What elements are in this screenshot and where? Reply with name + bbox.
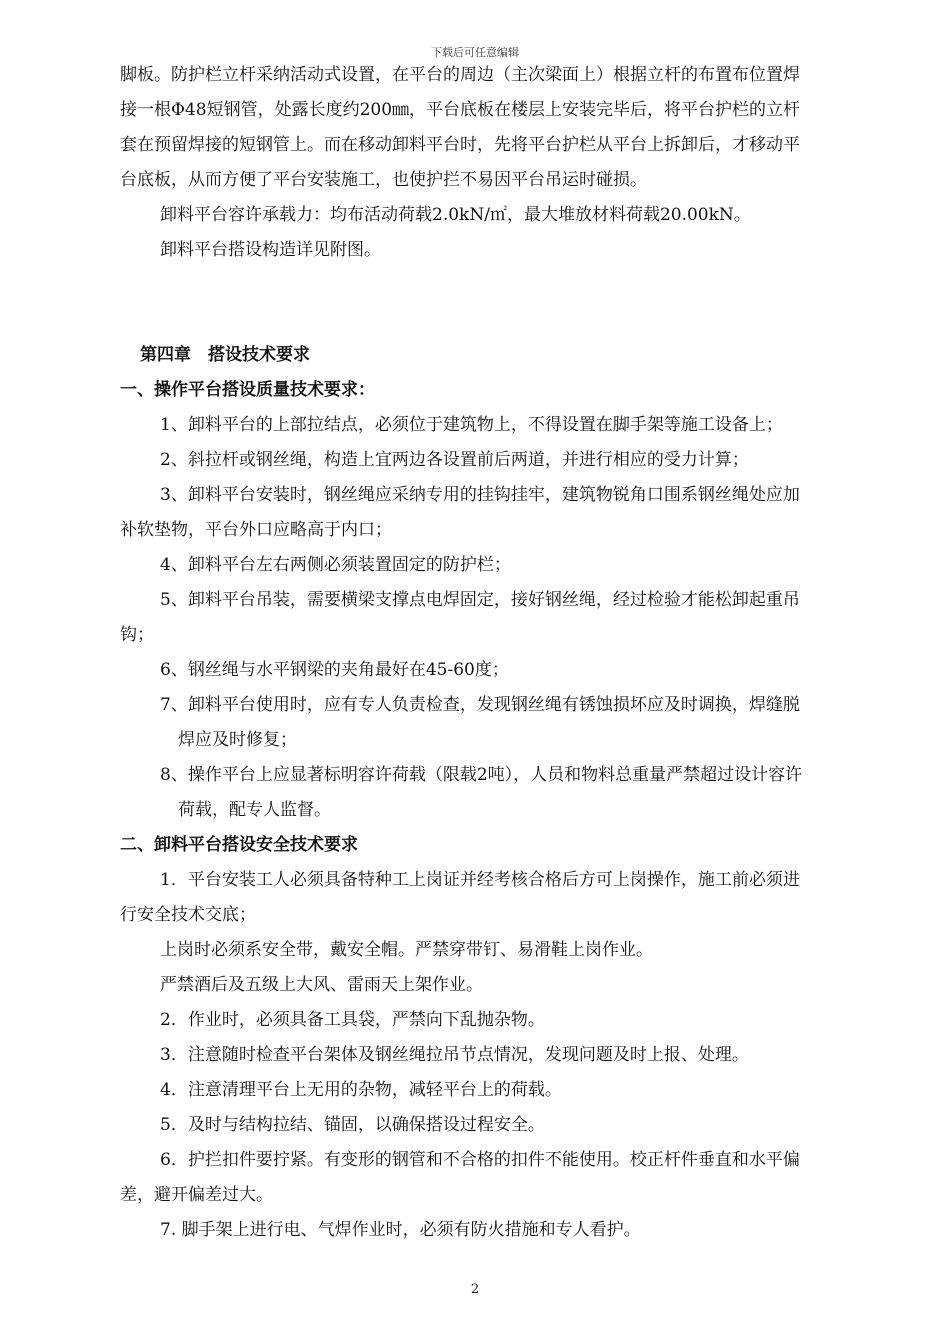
paragraph-line: 接一根Φ48短钢管，处露长度约200㎜，平台底板在楼层上安装完毕后，将平台护栏的立杆 [120,100,801,120]
list-item: 3、卸料平台安装时，钢丝绳应采纳专用的挂钩挂牢，建筑物锐角口围系钢丝绳处应加 [160,485,800,505]
list-item: 5．及时与结构拉结、锚固，以确保搭设过程安全。 [160,1115,545,1135]
document-body [120,58,888,1248]
section-2-title: 二、卸料平台搭设安全技术要求 [120,835,358,855]
page-number: 2 [470,1282,480,1297]
list-item: 1．平台安装工人必须具备特种工上岗证并经考核合格后方可上岗操作，施工前必须进 [160,870,800,890]
list-item-continuation: 补软垫物，平台外口应略高于内口； [120,520,392,540]
list-item: 4、卸料平台左右两侧必须装置固定的防护栏； [160,555,511,575]
list-item: 7、卸料平台使用时，应有专人负责检查，发现钢丝绳有锈蚀损坏应及时调换，焊缝脱 [160,695,800,715]
list-item: 4．注意清理平台上无用的杂物，减轻平台上的荷载。 [160,1080,562,1100]
list-item: 5、卸料平台吊装，需要横梁支撑点电焊固定，接好钢丝绳，经过检验才能松卸起重吊 [160,590,800,610]
list-item: 严禁酒后及五级上大风、雷雨天上架作业。 [160,975,483,995]
paragraph-line: 脚板。防护栏立杆采纳活动式设置，在平台的周边（主次梁面上）根据立杆的布置布位置焊 [120,65,800,85]
list-item: 3．注意随时检查平台架体及钢丝绳拉吊节点情况，发现问题及时上报、处理。 [160,1045,749,1065]
list-item-continuation: 行安全技术交底； [120,905,256,925]
list-item: 6、钢丝绳与水平钢梁的夹角最好在45-60度； [160,660,509,680]
list-item-continuation: 荷载，配专人监督。 [178,800,331,820]
list-item-continuation: 焊应及时修复； [178,730,297,750]
list-item: 上岗时必须系安全带，戴安全帽。严禁穿带钉、易滑鞋上岗作业。 [160,940,653,960]
section-spacer [120,268,888,338]
section-1-title: 一、操作平台搭设质量技术要求： [120,380,375,400]
paragraph-line: 套在预留焊接的短钢管上。而在移动卸料平台时，先将平台护栏从平台上拆卸后，才移动平 [120,135,800,155]
list-item: 1、卸料平台的上部拉结点，必须位于建筑物上，不得设置在脚手架等施工设备上； [160,415,783,435]
structure-reference-text: 卸料平台搭设构造详见附图。 [160,240,381,260]
list-item-continuation: 钩； [120,625,154,645]
list-item-continuation: 差，避开偏差过大。 [120,1185,273,1205]
load-capacity-text: 卸料平台容许承载力：均布活动荷载2.0kN/㎡，最大堆放材料荷载20.00kN。 [160,205,751,225]
list-item: 8、操作平台上应显著标明容许荷载（限载2吨），人员和物料总重量严禁超过设计容许 [160,765,803,785]
paragraph-line: 台底板，从而方便了平台安装施工，也使护拦不易因平台吊运时碰损。 [120,170,647,190]
list-item: 2．作业时，必须具备工具袋，严禁向下乱抛杂物。 [160,1010,545,1030]
list-item: 2、斜拉杆或钢丝绳，构造上宜两边各设置前后两道，并进行相应的受力计算； [160,450,749,470]
chapter-title: 第四章 搭设技术要求 [140,345,310,365]
list-item: 6．护拦扣件要拧紧。有变形的钢管和不合格的扣件不能使用。校正杆件垂直和水平偏 [160,1150,800,1170]
page-header: 下载后可任意编辑 [431,46,519,59]
list-item: 7. 脚手架上进行电、气焊作业时，必须有防火措施和专人看护。 [160,1220,641,1240]
